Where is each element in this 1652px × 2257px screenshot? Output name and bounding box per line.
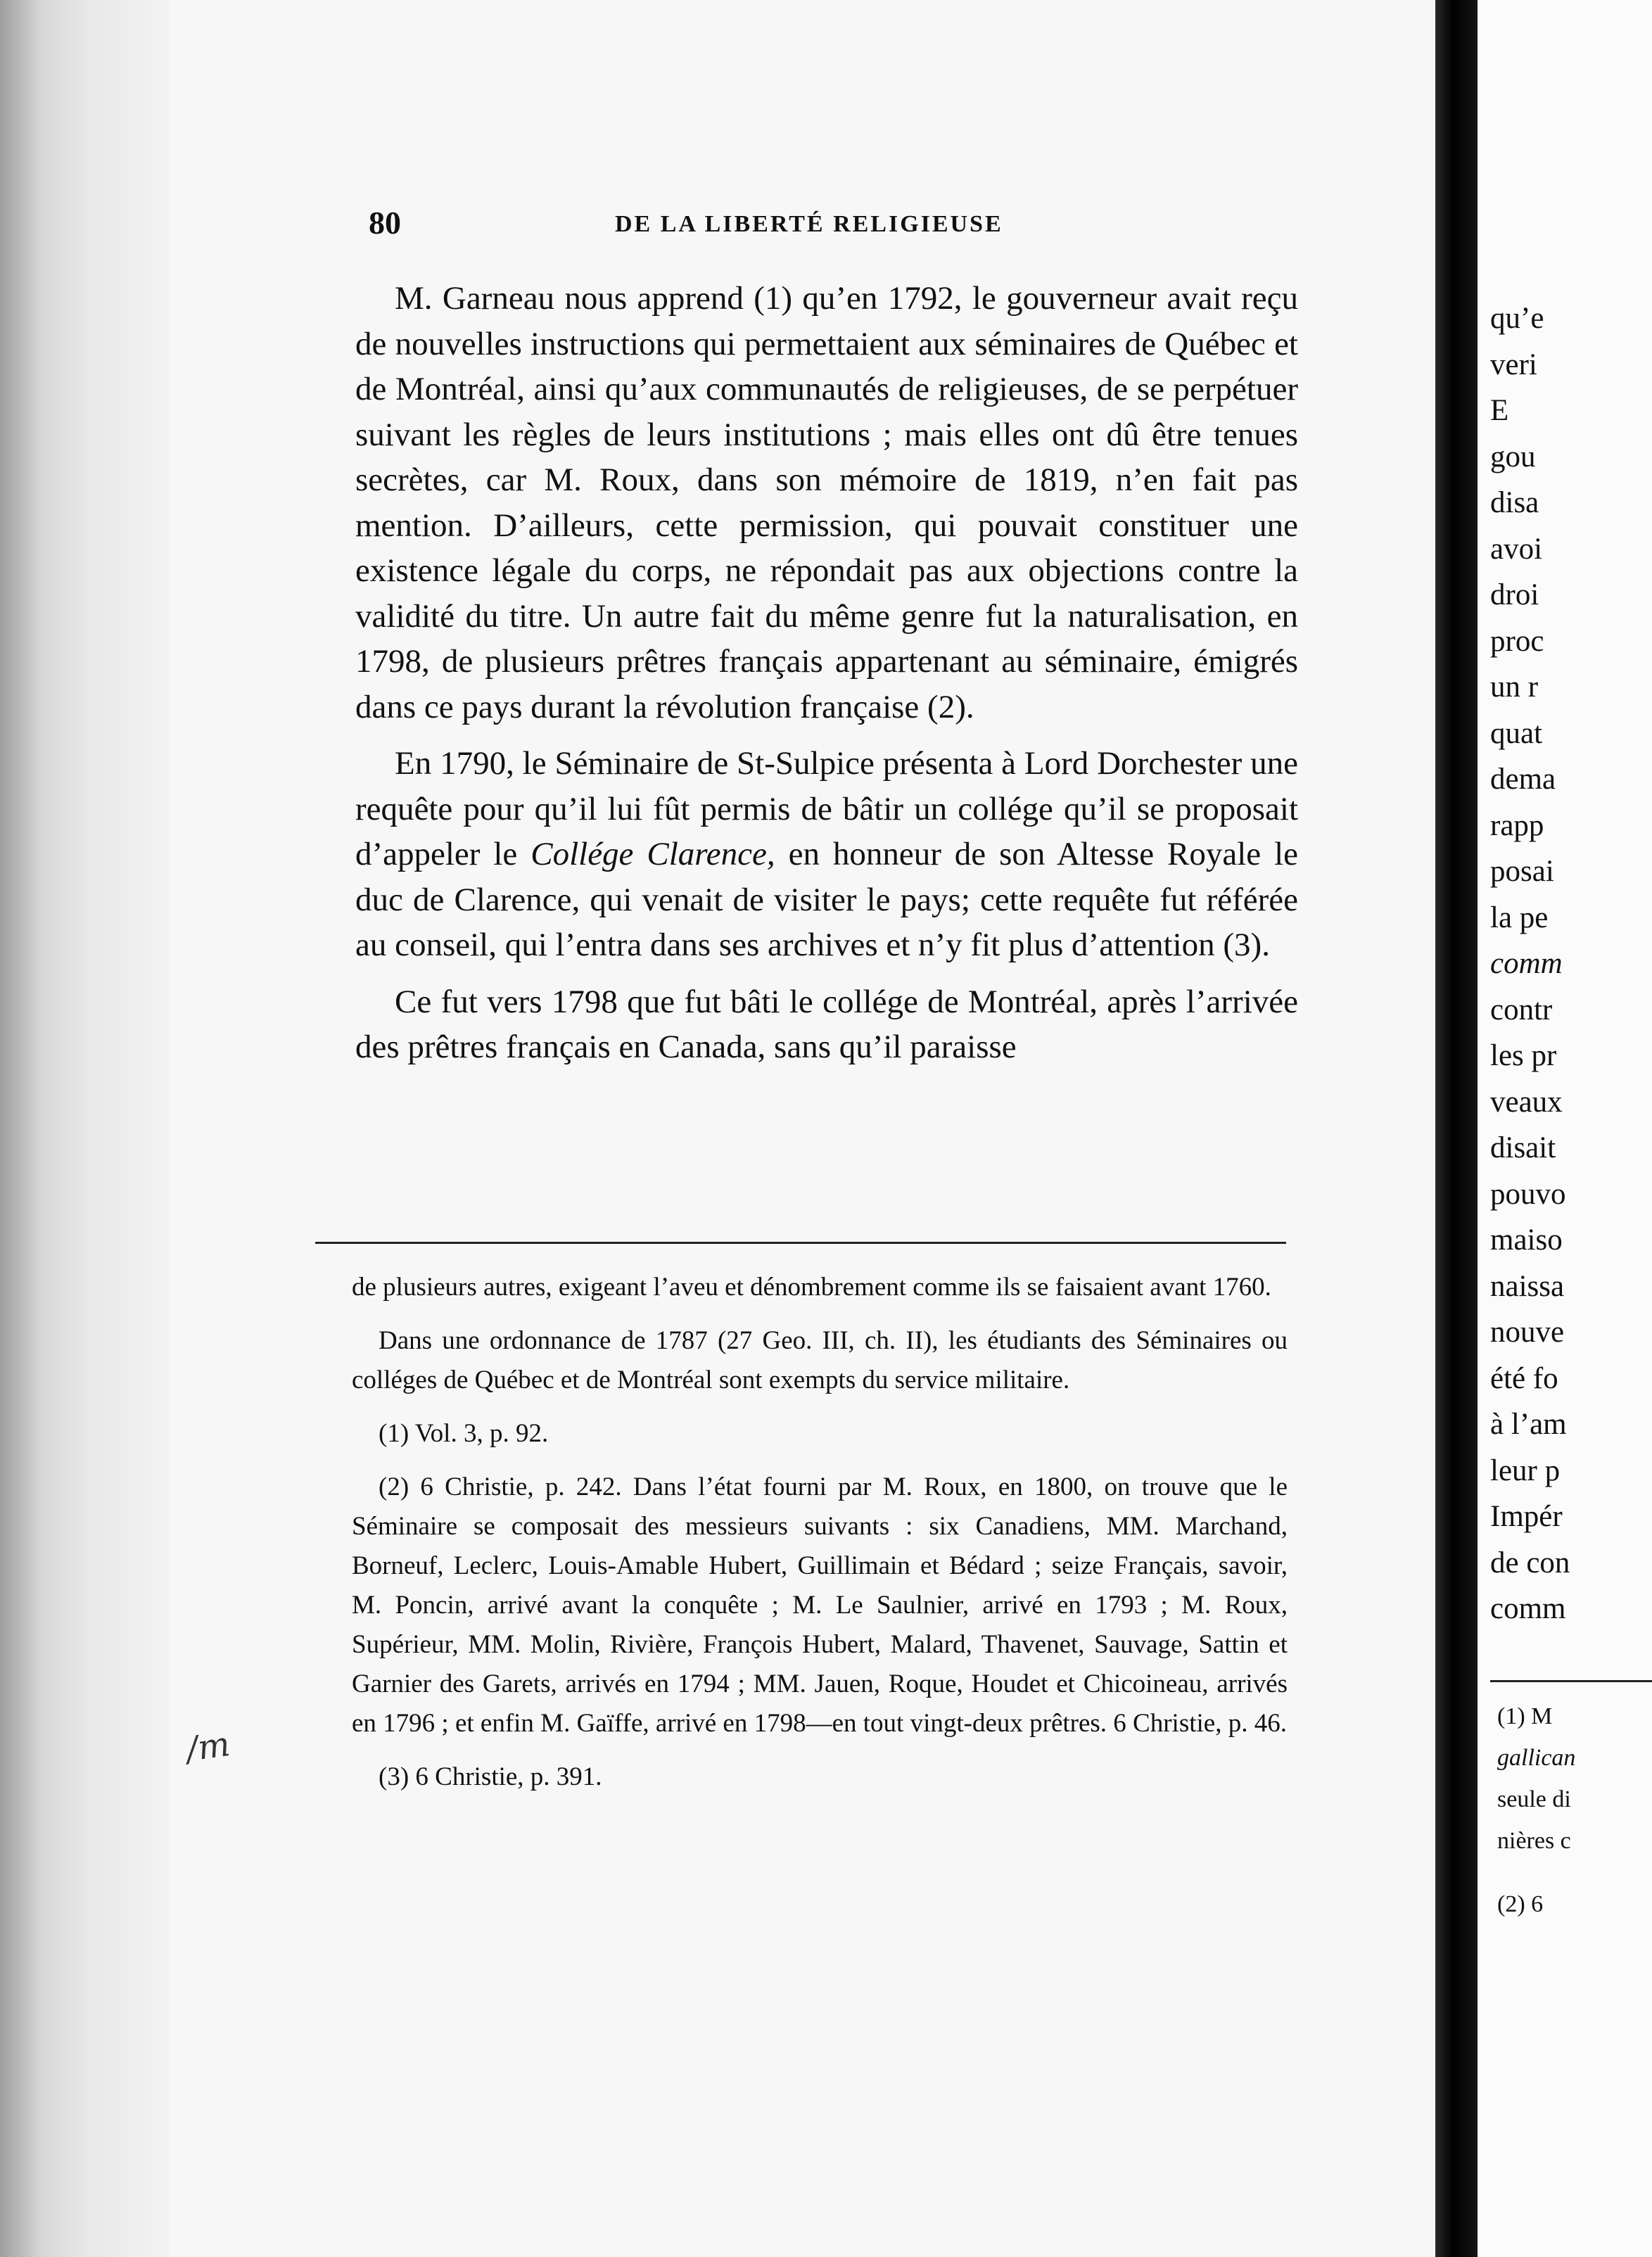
facing-page-line: veaux [1490, 1085, 1563, 1119]
paragraph-college-montreal: Ce fut vers 1798 que fut bâti le collége de Montréal, après l’arrivée des prêtres français en Canada, sans qu’il paraisse [355, 983, 1298, 1065]
footnote-continuation: de plusieurs autres, exigeant l’aveu et dénombrement comme ils se faisaient avant 1760. [352, 1273, 1271, 1302]
facing-page-text [1490, 295, 1652, 1632]
facing-page-footnote-line: (1) M [1497, 1703, 1553, 1729]
facing-page-footnote-line: gallican [1497, 1745, 1576, 1771]
facing-page-line: comm [1490, 947, 1563, 980]
facing-page-line: à l’am [1490, 1408, 1567, 1441]
facing-page-line: été fo [1490, 1361, 1558, 1395]
footnote-ordonnance: Dans une ordonnance de 1787 (27 Geo. III, ch. II), les étudiants des Séminaires ou colléges de Québec et de Montréal sont exempts du service militaire. [352, 1326, 1288, 1394]
facing-page-line: dema [1490, 763, 1556, 796]
facing-page-line: nouve [1490, 1316, 1565, 1349]
facing-page-line: comm [1490, 1592, 1566, 1625]
facing-page-line: maiso [1490, 1223, 1563, 1257]
page-header [369, 204, 1304, 246]
facing-page-line: gou [1490, 440, 1536, 473]
facing-page-line: leur p [1490, 1454, 1561, 1487]
main-text [355, 276, 1298, 1070]
book-spine [1435, 0, 1478, 2257]
facing-page-line: E [1490, 394, 1509, 427]
facing-page-footnote-2: (2) 6 [1497, 1891, 1544, 1917]
facing-page-line: disait [1490, 1131, 1556, 1164]
facing-page-line: Impér [1490, 1500, 1563, 1533]
facing-page-footnotes [1497, 1696, 1652, 1862]
college-clarence-title: Collége Clarence, [530, 836, 775, 872]
facing-page-line: disa [1490, 486, 1539, 519]
paragraph-college-clarence [355, 741, 1298, 968]
facing-page-line: qu’e [1490, 302, 1544, 335]
facing-page-line: contr [1490, 993, 1553, 1026]
paragraph-garneau: M. Garneau nous apprend (1) qu’en 1792, le gouverneur avait reçu de nouvelles instructions qui permettaient aux séminaires de Québec et de Montréal, ainsi qu’aux communautés de religieuses, de se perpétuer suivant les règles de leurs institutions ; mais elles ont dû être tenues secrètes, car M. Roux, dans son mémoire de 1819, n’en fait pas mention. D’ailleurs, cette permission, qui pouvait constituer une existence légale du corps, ne répondait pas aux objections contre la validité du titre. Un autre fait du même genre fut la naturalisation, en 1798, de plusieurs prêtres français appartenant au séminaire, émigrés dans ce pays durant la révolution française (2). [355, 280, 1298, 725]
paragraph-college-clarence-start: En 1790, le Séminaire de St-Sulpice présenta à Lord Dorchester une requête pour qu’il lui fût permis de bâtir un collége qu’il se proposait d’appeler le [355, 745, 1298, 872]
footnote-1: (1) Vol. 3, p. 92. [379, 1419, 549, 1448]
facing-page-line: de con [1490, 1546, 1570, 1579]
facing-page-line: naissa [1490, 1269, 1565, 1303]
facing-page-line: avoi [1490, 532, 1543, 566]
footnotes [352, 1268, 1288, 1797]
facing-page-line: droi [1490, 578, 1539, 611]
facing-page-line: quat [1490, 716, 1543, 750]
page-number: 80 [369, 205, 401, 241]
facing-page-line: posai [1490, 855, 1554, 888]
handwritten-margin-note: /m [184, 1724, 233, 1770]
footnote-3: (3) 6 Christie, p. 391. [379, 1762, 602, 1791]
facing-page-footnote-line: nières c [1497, 1828, 1571, 1854]
facing-page-line: la pe [1490, 901, 1549, 934]
footnote-2: (2) 6 Christie, p. 242. Dans l’état fourni par M. Roux, en 1800, on trouve que le Séminaire se composait des messieurs suivants : six Canadiens, MM. Marchand, Borneuf, Leclerc, Louis-Amable Hubert, Guillimain et Bédard ; seize Français, savoir, M. Poncin, arrivé avant la conquête ; M. Le Saulnier, arrivé en 1793 ; M. Roux, Supérieur, MM. Molin, Rivière, François Hubert, Malard, Thavenet, Sauvage, Sattin et Garnier des Garets, arrivés en 1794 ; MM. Jauen, Roque, Houdet et Chicoineau, arrivés en 1796 ; et enfin M. Gaïffe, arrivé en 1798—en tout vingt-deux prêtres. 6 Christie, p. 46. [352, 1473, 1288, 1738]
facing-page-footnote-separator [1490, 1680, 1652, 1682]
running-head: DE LA LIBERTÉ RELIGIEUSE [615, 211, 1003, 237]
facing-page-line: pouvo [1490, 1177, 1566, 1211]
footnote-separator [315, 1242, 1286, 1244]
facing-page-footnote-line: seule di [1497, 1786, 1571, 1812]
facing-page-line: les pr [1490, 1039, 1557, 1072]
facing-page-line: rapp [1490, 808, 1544, 842]
facing-page-line: veri [1490, 348, 1537, 381]
facing-page-line: proc [1490, 624, 1544, 658]
paragraph-college-clarence-end: en honneur de son Altesse Royale le duc de Clarence, qui venait de visiter le pays; cette requête fut référée au conseil, qui l’entra dans ses archives et n’y fit plus d’attention (3). [355, 836, 1298, 963]
facing-page-line: un r [1490, 670, 1539, 704]
